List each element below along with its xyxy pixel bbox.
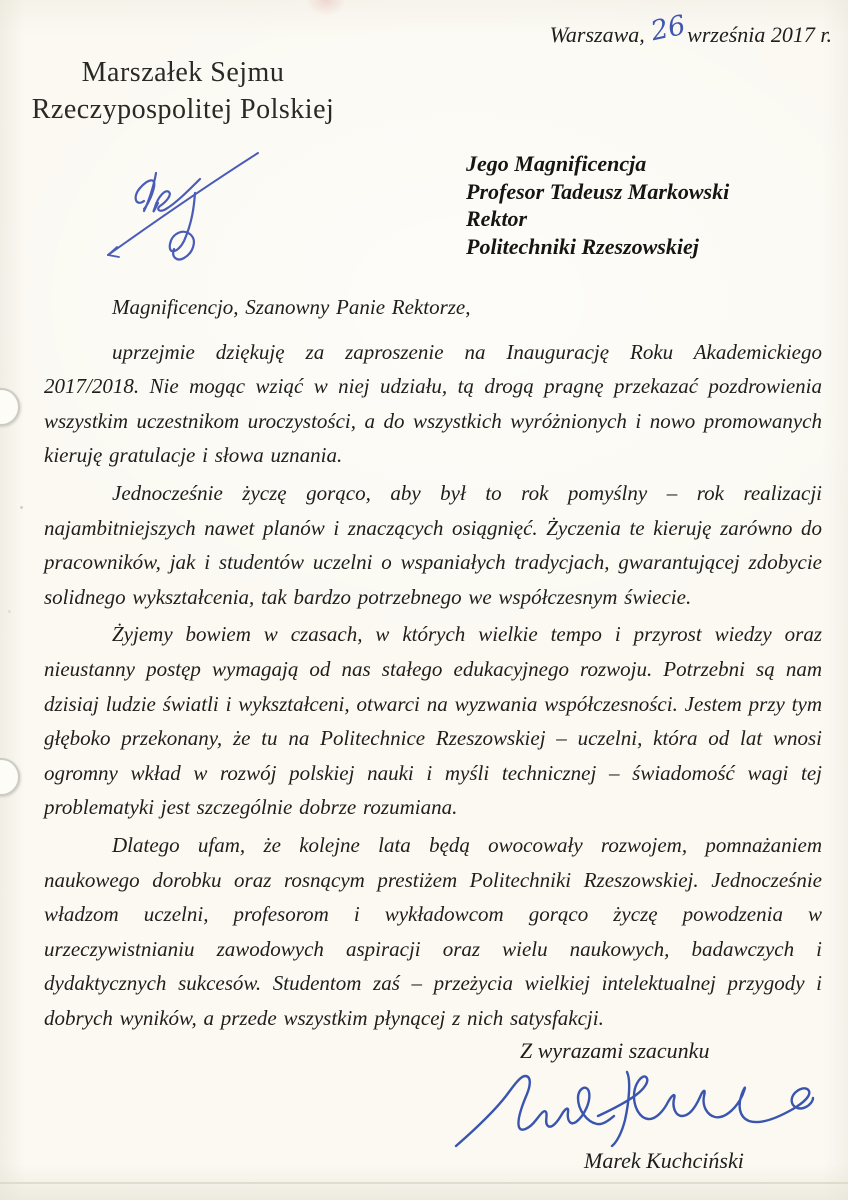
date-city: Warszawa, xyxy=(549,22,645,47)
handwritten-signature-icon xyxy=(448,1064,820,1158)
recipient-title: Rektor xyxy=(466,206,528,231)
paragraph-2: Jednocześnie życzę gorąco, aby był to rok pomyślny – rok realizacji najambitniejszych nawet planów i znaczących osiągnięć. Życzenia te kieruję zarówno do pracowników, jak i studentów uczelni o wspaniałych tradycjach, gwarantującej zdobycie solidnego wykształcenia, tak bardzo potrzebnego we współczesnym świecie. xyxy=(44,480,822,609)
date-rest: września 2017 r. xyxy=(687,22,832,47)
hole-punch-mark xyxy=(0,758,20,796)
signer-name: Marek Kuchciński xyxy=(584,1148,744,1173)
letterhead xyxy=(26,54,340,128)
date-line xyxy=(549,9,832,48)
letterhead-title-line2: Rzeczypospolitej Polskiej xyxy=(31,94,335,125)
recipient-salutation: Jego Magnificencja xyxy=(466,151,647,176)
handwritten-day-number: 26 xyxy=(647,9,688,48)
paragraph-4: Dlatego ufam, że kolejne lata będą owocowały rozwojem, pomnażaniem naukowego dorobku oraz rosnącym prestiżem Politechniki Rzeszowskiej. Jednocześnie władzom uczelni, profesorom i wykładowcom gorąco życzę powodzenia w urzeczywistnianiu zawodowych aspiracji oraz wielu naukowych, badawczych i dydaktycznych sukcesów. Studentom zaś – przeżycia wielkiej intelektualnej przygody i dobrych wyników, a przede wszystkim płynącej z nich satysfakcji. xyxy=(44,832,822,1030)
closing-phrase: Z wyrazami szacunku xyxy=(520,1038,710,1063)
paragraph-1: uprzejmie dziękuję za zaproszenie na Inaugurację Roku Akademickiego 2017/2018. Nie mogąc wziąć w niej udziału, tą drogą pragnę przekazać pozdrowienia wszystkim uczestnikom uroczystości, a do wszystkich wyróżnionych i nowo promowanych kieruję gratulacje i słowa uznania. xyxy=(44,339,822,468)
recipient-institution: Politechniki Rzeszowskiej xyxy=(466,233,699,259)
scan-smudge-artifact xyxy=(306,0,346,16)
recipient-block xyxy=(466,150,729,260)
letterhead-title-line1: Marszałek Sejmu xyxy=(81,57,285,88)
recipient-name: Profesor Tadeusz Markowski xyxy=(466,178,730,204)
scan-edge-shadow xyxy=(0,1182,848,1184)
scan-speck xyxy=(20,506,23,509)
greeting-line: Magnificencjo, Szanowny Panie Rektorze, xyxy=(112,295,471,319)
paragraph-3: Żyjemy bowiem w czasach, w których wielkie tempo i przyrost wiedzy oraz nieustanny postęp wymagają od nas stałego edukacyjnego rozwoju. Potrzebni są nam dzisiaj ludzie światli i wykształceni, otwarci na wyzwania współczesności. Jestem przy tym głęboko przekonany, że tu na Politechnice Rzeszowskiej – uczelni, która od lat wnosi ogromny wkład w rozwój polskiej nauki i myśli technicznej – świadomość wagi tej problematyki jest szczególnie dobrze rozumiana. xyxy=(44,622,822,820)
scan-speck xyxy=(8,610,11,613)
hole-punch-mark xyxy=(0,388,20,426)
letter-body xyxy=(44,290,822,1038)
